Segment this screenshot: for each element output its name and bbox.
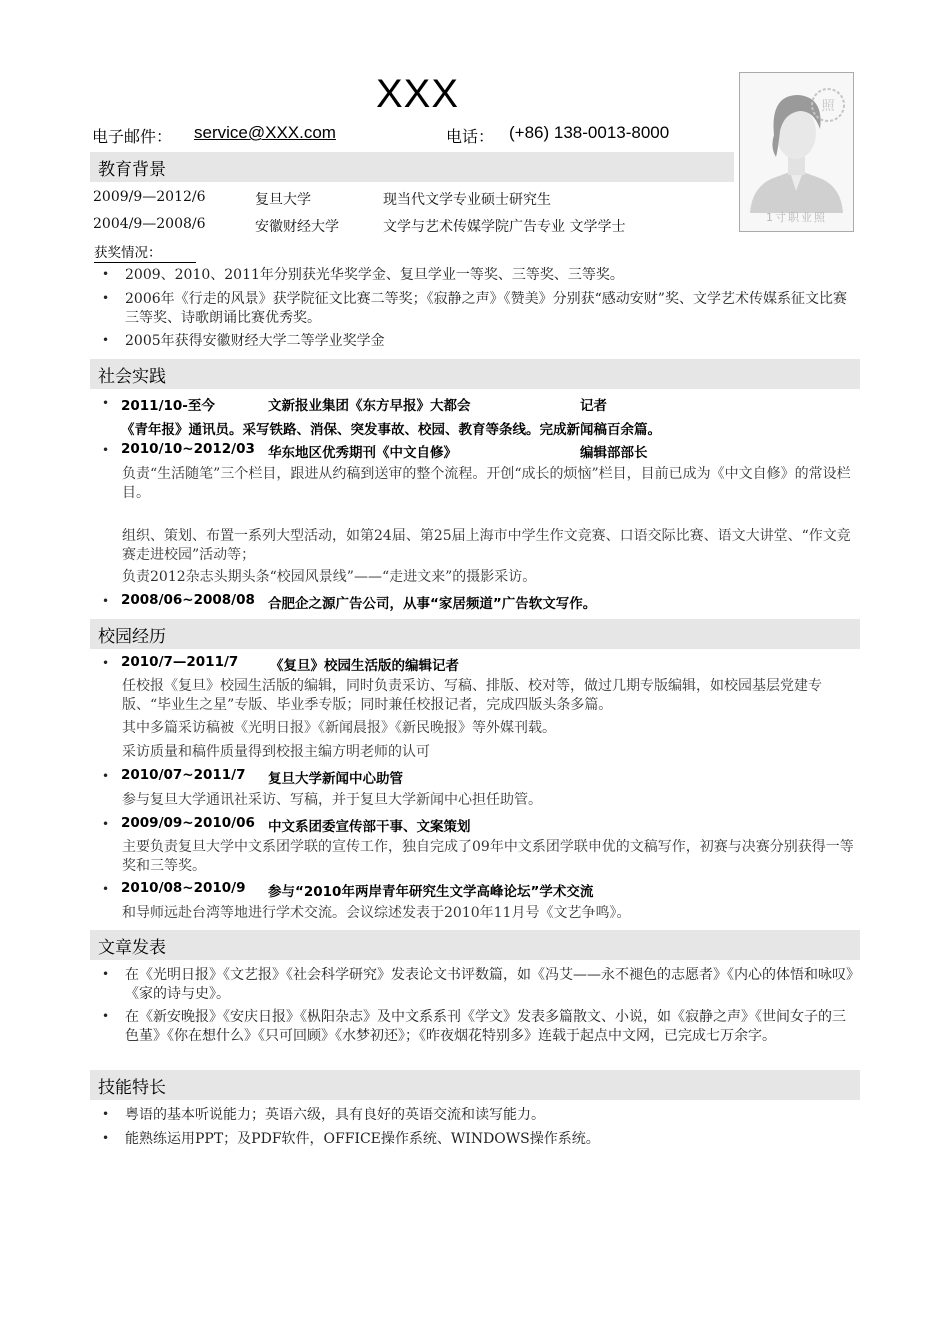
email-link[interactable]: service@XXX.com (194, 123, 336, 142)
campus-date: 2009/09~2010/06 (121, 815, 255, 831)
bullet-icon: • (102, 882, 110, 896)
section-campus (90, 619, 860, 649)
section-title: 文章发表 (98, 938, 166, 958)
bullet-icon: • (102, 1107, 110, 1121)
campus-date: 2010/07~2011/7 (121, 767, 246, 783)
section-practice (90, 359, 860, 389)
practice-org: 文新报业集团《东方早报》大都会 (268, 398, 471, 414)
practice-org: 华东地区优秀期刊《中文自修》 (268, 445, 457, 461)
article-item: 在《新安晚报》《安庆日报》《枞阳杂志》及中文系系刊《学文》发表多篇散文、小说，如《寂静之声》《世间女子的三色堇》《你在想什么》《只可回顾》《水梦初还》；《昨夜烟花特别多》连载于起点中文网，已完成七万余字。 (125, 1009, 846, 1044)
section-title: 社会实践 (98, 367, 166, 387)
awards-label: 获奖情况： (94, 241, 196, 263)
resume-name: XXX (376, 72, 460, 116)
section-title: 技能特长 (98, 1078, 166, 1098)
practice-date: 2011/10-至今 (121, 398, 215, 414)
education-date: 2009/9—2012/6 (93, 189, 206, 205)
section-education (90, 152, 734, 182)
svg-text:照: 照 (821, 99, 835, 114)
person-silhouette-icon (740, 73, 853, 231)
practice-role: 记者 (580, 398, 607, 414)
education-school: 安徽财经大学 (255, 219, 339, 235)
practice-description: 组织、策划、布置一系列大型活动，如第24届、第25届上海市中学生作文竞赛、口语交际比赛、语文大讲堂、“作文竞赛走进校园”活动等； (122, 528, 851, 563)
practice-role: 编辑部部长 (580, 445, 648, 461)
practice-detail: 《青年报》通讯员。采写铁路、消保、突发事故、校园、教育等条线。完成新闻稿百余篇。 (121, 422, 661, 438)
campus-description: 采访质量和稿件质量得到校报主编方明老师的认可 (122, 744, 430, 760)
award-item: 2009、2010、2011年分别获光华奖学金、复旦学业一等奖、三等奖、三等奖。 (125, 267, 624, 283)
bullet-icon: • (102, 594, 110, 608)
practice-org: 合肥企之源广告公司，从事“家居频道”广告软文写作。 (268, 596, 597, 612)
photo-caption: 1寸职业照 (766, 211, 827, 224)
section-title: 校园经历 (98, 627, 166, 647)
campus-date: 2010/7—2011/7 (121, 654, 239, 670)
practice-description: 负责2012杂志头期头条“校园风景线”——“走进文来”的摄影采访。 (122, 569, 537, 585)
campus-title: 复旦大学新闻中心助管 (268, 771, 403, 787)
bullet-icon: • (102, 333, 110, 347)
education-date: 2004/9—2008/6 (93, 216, 206, 232)
campus-description: 任校报《复旦》校园生活版的编辑，同时负责采访、写稿、排版、校对等，做过几期专版编辑，如校园基层党建专版、“毕业生之星”专版、毕业季专版；同时兼任校报记者，完成四版头条多篇。 (122, 678, 822, 713)
campus-title: 中文系团委宣传部干事、文案策划 (268, 819, 471, 835)
section-articles (90, 930, 860, 960)
bullet-icon: • (102, 817, 110, 831)
section-skills (90, 1070, 860, 1100)
bullet-icon: • (102, 396, 110, 410)
bullet-icon: • (102, 967, 110, 981)
practice-date: 2008/06~2008/08 (121, 592, 255, 608)
bullet-icon: • (102, 656, 110, 670)
award-item: 2006年《行走的风景》获学院征文比赛二等奖；《寂静之声》《赞美》分别获“感动安财”奖、文学艺术传媒系征文比赛三等奖、诗歌朗诵比赛优秀奖。 (125, 291, 847, 326)
campus-title: 参与“2010年两岸青年研究生文学高峰论坛”学术交流 (268, 884, 594, 900)
education-major: 文学与艺术传媒学院广告专业 文学学士 (383, 219, 626, 235)
campus-title: 《复旦》校园生活版的编辑记者 (270, 658, 459, 674)
practice-description: 负责“生活随笔”三个栏目，跟进从约稿到送审的整个流程。开创“成长的烦恼”栏目，目前已成为《中文自修》的常设栏目。 (122, 466, 851, 501)
phone-number: (+86) 138-0013-8000 (509, 123, 670, 142)
education-major: 现当代文学专业硕士研究生 (383, 192, 551, 208)
award-item: 2005年获得安徽财经大学二等学业奖学金 (125, 333, 385, 349)
bullet-icon: • (102, 769, 110, 783)
section-title: 教育背景 (98, 160, 166, 180)
skill-item: 能熟练运用PPT；及PDF软件，OFFICE操作系统、WINDOWS操作系统。 (125, 1131, 600, 1147)
photo-placeholder (739, 72, 854, 232)
campus-description: 和导师远赴台湾等地进行学术交流。会议综述发表于2010年11月号《文艺争鸣》。 (122, 905, 631, 921)
campus-description: 主要负责复旦大学中文系团学联的宣传工作，独自完成了09年中文系团学联申优的文稿写作，初赛与决赛分别获得一等奖和三等奖。 (122, 839, 854, 874)
bullet-icon: • (102, 267, 110, 281)
campus-date: 2010/08~2010/9 (121, 880, 246, 896)
bullet-icon: • (102, 1009, 110, 1023)
education-school: 复旦大学 (255, 192, 311, 208)
bullet-icon: • (102, 443, 110, 457)
phone-label: 电话： (446, 127, 495, 146)
bullet-icon: • (102, 1131, 110, 1145)
bullet-icon: • (102, 291, 110, 305)
campus-description: 参与复旦大学通讯社采访、写稿，并于复旦大学新闻中心担任助管。 (122, 792, 542, 808)
practice-date: 2010/10~2012/03 (121, 441, 255, 457)
campus-description: 其中多篇采访稿被《光明日报》《新闻晨报》《新民晚报》等外媒刊载。 (122, 720, 556, 736)
email-label: 电子邮件： (92, 127, 173, 146)
skill-item: 粤语的基本听说能力；英语六级，具有良好的英语交流和读写能力。 (125, 1107, 545, 1123)
article-item: 在《光明日报》《文艺报》《社会科学研究》发表论文书评数篇，如《冯艾——永不褪色的志愿者》《内心的体悟和咏叹》《家的诗与史》。 (125, 967, 853, 1002)
